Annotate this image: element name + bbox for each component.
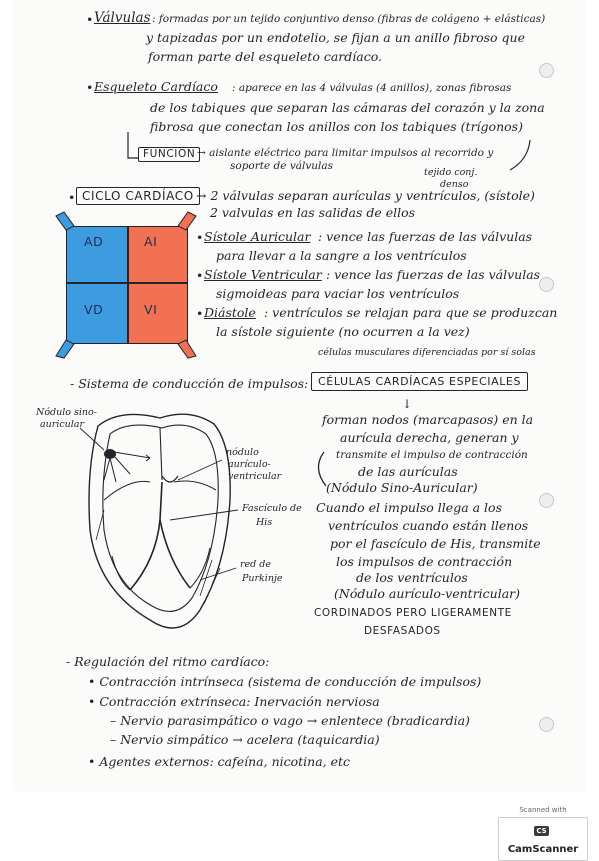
chamber-label-vi: VI — [144, 302, 158, 317]
av-node-label-1: nódulo — [226, 447, 259, 458]
ciclo-label: CICLO CARDÍACO — [82, 189, 194, 203]
sistole-ventricular-line-2: sigmoideas para vaciar los ventrículos — [216, 286, 460, 301]
bullet-dot: • — [68, 190, 76, 205]
esqueleto-line-3: fibrosa que conectan los anillos con los tabiques (trígonos) — [150, 119, 523, 134]
bullet-dot: • — [86, 12, 94, 27]
diastole-line-1: : ventrículos se relajan para que se produzcan — [264, 305, 558, 320]
sistole-ventricular-line-1: : vence las fuerzas de las válvulas — [326, 267, 541, 282]
regulacion-item-2: • Contracción extrínseca: Inervación nerviosa — [88, 694, 380, 709]
regulacion-heading: - Regulación del ritmo cardíaco: — [66, 654, 270, 669]
sa-node-label-2: auricular — [40, 419, 85, 430]
celulas-para2-line-6: (Nódulo aurículo-ventricular) — [334, 586, 521, 601]
heart-chambers-diagram — [56, 212, 196, 358]
celulas-para1-line-1: forman nodos (marcapasos) en la — [322, 412, 534, 427]
chamber-label-ad: AD — [84, 234, 104, 249]
his-label-1: Fascículo de — [242, 503, 302, 514]
diastole-line-2: la sístole siguiente (no ocurren a la vez) — [216, 324, 470, 339]
watermark-badge — [498, 817, 588, 861]
regulacion-item-3: – Nervio parasimpático o vago → enlentece (bradicardia) — [110, 713, 470, 728]
celulas-para1-line-2: aurícula derecha, generan y — [340, 430, 519, 445]
bullet-dot: • — [196, 306, 204, 321]
regulacion-item-1: • Contracción intrínseca (sistema de conducción de impulsos) — [88, 674, 482, 689]
conduccion-heading: - Sistema de conducción de impulsos: — [70, 376, 309, 391]
sistole-auricular-line-1: : vence las fuerzas de las válvulas — [318, 229, 533, 244]
celulas-box — [311, 372, 528, 391]
watermark-caption: Scanned with — [519, 806, 567, 814]
regulacion-item-4: – Nervio simpático → acelera (taquicardia) — [110, 732, 380, 747]
conclusion-line-1: CORDINADOS PERO LIGERAMENTE — [314, 607, 512, 619]
chamber-label-vd: VD — [84, 302, 104, 317]
ciclo-box — [76, 187, 200, 205]
celulas-para1-line-5: (Nódulo Sino-Auricular) — [326, 480, 478, 495]
celulas-para1-line-4: de las aurículas — [358, 464, 458, 479]
celulas-para2-line-4: los impulsos de contracción — [336, 554, 513, 569]
celulas-para2-line-2: ventrículos cuando están llenos — [328, 518, 529, 533]
funcion-line-1: → aislante eléctrico para limitar impulsos al recorrido y — [197, 147, 494, 159]
av-node-label-3: ventricular — [228, 471, 282, 482]
funcion-label: FUNCIÓN — [143, 148, 196, 160]
tejido-note-1: tejido conj. — [424, 167, 478, 178]
watermark-name: CamScanner — [507, 844, 579, 855]
sa-node-label-1: Nódulo sino- — [36, 407, 97, 418]
purkinje-label-1: red de — [240, 559, 271, 570]
funcion-line-2: soporte de válvulas — [230, 160, 334, 172]
vessel-arrows — [56, 212, 196, 358]
camscanner-logo-icon: CS — [536, 826, 547, 835]
valvulas-term: Válvulas — [94, 10, 151, 26]
valvulas-line-1: : formadas por un tejido conjuntivo denso (fibras de colágeno + elásticas) — [152, 13, 546, 25]
celulas-para2-line-1: Cuando el impulso llega a los — [316, 500, 502, 515]
regulacion-item-5: • Agentes externos: cafeína, nicotina, etc — [88, 754, 351, 769]
bullet-dot: • — [196, 230, 204, 245]
binder-hole-3 — [539, 493, 554, 508]
diastole-term: Diástole — [204, 305, 256, 320]
bullet-dot: • — [86, 80, 94, 95]
down-arrow: ↓ — [402, 397, 413, 411]
celulas-para1-line-3: transmite el impulso de contracción — [336, 449, 528, 461]
celulas-note: células musculares diferenciadas por sí solas — [318, 347, 536, 358]
funcion-box — [138, 147, 200, 162]
bullet-dot: • — [196, 268, 204, 283]
valvulas-line-2: y tapizadas por un endotelio, se fijan a un anillo fibroso que — [146, 30, 525, 45]
celulas-label: CÉLULAS CARDÍACAS ESPECIALES — [318, 375, 522, 388]
binder-hole-2 — [539, 277, 554, 292]
chamber-label-ai: AI — [144, 234, 158, 249]
esqueleto-term: Esqueleto Cardíaco — [94, 79, 218, 94]
valvulas-line-3: forman parte del esqueleto cardíaco. — [148, 49, 382, 64]
camscanner-watermark — [498, 806, 588, 855]
sistole-ventricular-term: Sístole Ventricular — [204, 267, 322, 282]
celulas-para2-line-5: de los ventrículos — [356, 570, 468, 585]
conclusion-line-2: DESFASADOS — [364, 625, 441, 637]
tejido-note-2: denso — [440, 179, 469, 190]
binder-hole-4 — [539, 717, 554, 732]
sistole-auricular-term: Sístole Auricular — [204, 229, 311, 244]
av-node-label-2: aurículo- — [228, 459, 271, 470]
purkinje-label-2: Purkinje — [242, 573, 283, 584]
sistole-auricular-line-2: para llevar a la sangre a los ventrículos — [216, 248, 467, 263]
esqueleto-line-1: : aparece en las 4 válvulas (4 anillos), zonas fibrosas — [232, 82, 512, 94]
ciclo-line-2: 2 valvulas en las salidas de ellos — [210, 205, 416, 220]
esqueleto-line-2: de los tabiques que separan las cámaras del corazón y la zona — [150, 100, 545, 115]
binder-hole-1 — [539, 63, 554, 78]
his-label-2: His — [256, 517, 273, 528]
ciclo-line-1: → 2 válvulas separan aurículas y ventrículos, (sístole) — [196, 188, 535, 203]
celulas-para2-line-3: por el fascículo de His, transmite — [330, 536, 541, 551]
